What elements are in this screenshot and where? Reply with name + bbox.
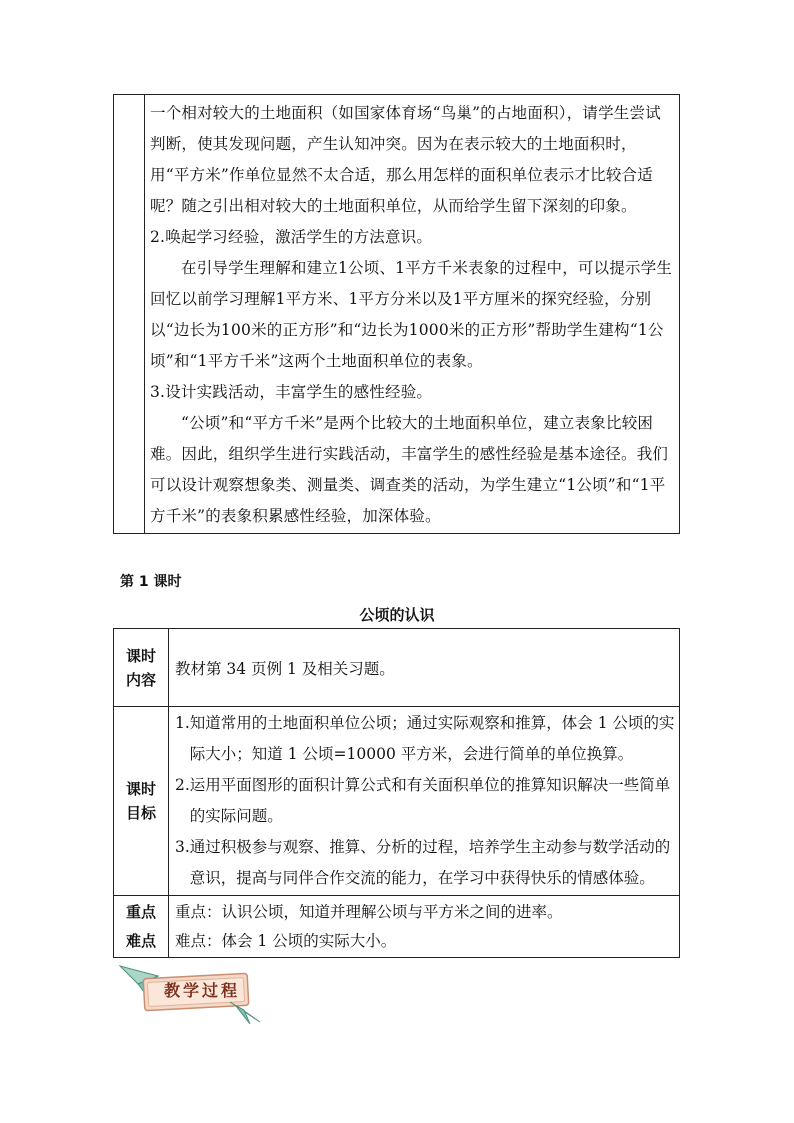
key-point-text: 重点：认识公顷，知道并理解公顷与平方米之间的进率。 bbox=[175, 902, 563, 921]
continuation-content bbox=[150, 98, 676, 532]
continuation-paragraph: “公顷”和“平方千米”是两个比较大的土地面积单位，建立表象比较困难。因此，组织学生进行实践活动，丰富学生的感性经验是基本途径。我们可以设计观察想象类、测量类、调查类的活动，为学生建立“1公顷”和“1平方千米”的表象积累感性经验，加深体验。 bbox=[150, 414, 669, 525]
teaching-process-banner bbox=[118, 962, 263, 1028]
difficult-point-label: 难点 bbox=[125, 931, 156, 950]
continuation-paragraph: 3.设计实践活动，丰富学生的感性经验。 bbox=[150, 383, 433, 401]
lesson-title: 公顷的认识 bbox=[359, 606, 435, 624]
lesson-number: 第 1 课时 bbox=[120, 574, 182, 590]
content-label-text: 课时内容 bbox=[125, 646, 156, 689]
table-row-keypoints bbox=[114, 896, 680, 958]
keys-label bbox=[114, 896, 169, 958]
goals-content bbox=[169, 707, 680, 896]
keys-content bbox=[169, 896, 680, 958]
goal-item bbox=[175, 770, 675, 832]
table-row-content bbox=[114, 629, 680, 707]
goal-item bbox=[175, 708, 675, 770]
goal-text: 运用平面图形的面积计算公式和有关面积单位的推算知识解决一些简单的实际问题。 bbox=[189, 776, 671, 825]
content-text: 教材第 34 页例 1 及相关习题。 bbox=[169, 629, 680, 707]
goal-text: 知道常用的土地面积单位公顷；通过实际观察和推算，体会 1 公顷的实际大小；知道 1 公顷=10000 平方米，会进行简单的单位换算。 bbox=[189, 714, 675, 763]
difficult-point-text: 难点：体会 1 公顷的实际大小。 bbox=[175, 931, 397, 950]
continuation-label-column bbox=[114, 95, 145, 533]
goal-number: 1. bbox=[175, 714, 190, 732]
table-row-goals bbox=[114, 707, 680, 896]
goal-number: 3. bbox=[175, 838, 190, 856]
continuation-paragraph: 一个相对较大的土地面积（如国家体育场“鸟巢”的占地面积），请学生尝试判断，使其发现问题，产生认知冲突。因为在表示较大的土地面积时，用“平方米”作单位显然不太合适，那么用怎样的面积单位表示才比较合适呢？随之引出相对较大的土地面积单位，从而给学生留下深刻的印象。 bbox=[150, 104, 661, 215]
goal-number: 2. bbox=[175, 776, 190, 794]
key-point-label: 重点 bbox=[125, 902, 156, 921]
continuation-table bbox=[113, 94, 680, 534]
goal-text: 通过积极参与观察、推算、分析的过程，培养学生主动参与数学活动的意识，提高与同伴合作交流的能力，在学习中获得快乐的情感体验。 bbox=[189, 838, 671, 887]
banner-text: 教学过程 bbox=[163, 981, 240, 1000]
continuation-paragraph: 2.唤起学习经验，激活学生的方法意识。 bbox=[150, 228, 433, 246]
goal-item bbox=[175, 832, 675, 894]
lesson-plan-table bbox=[113, 628, 680, 958]
goals-label bbox=[114, 707, 169, 896]
continuation-paragraph: 在引导学生理解和建立1公顷、1平方千米表象的过程中，可以提示学生回忆以前学习理解1平方米、1平方分米以及1平方厘米的探究经验，分别以“边长为100米的正方形”和“边长为1000米的正方形”帮助学生建构“1公顷”和“1平方千米”这两个土地面积单位的表象。 bbox=[150, 259, 673, 370]
content-label bbox=[114, 629, 169, 707]
goals-label-text: 课时目标 bbox=[125, 780, 156, 822]
